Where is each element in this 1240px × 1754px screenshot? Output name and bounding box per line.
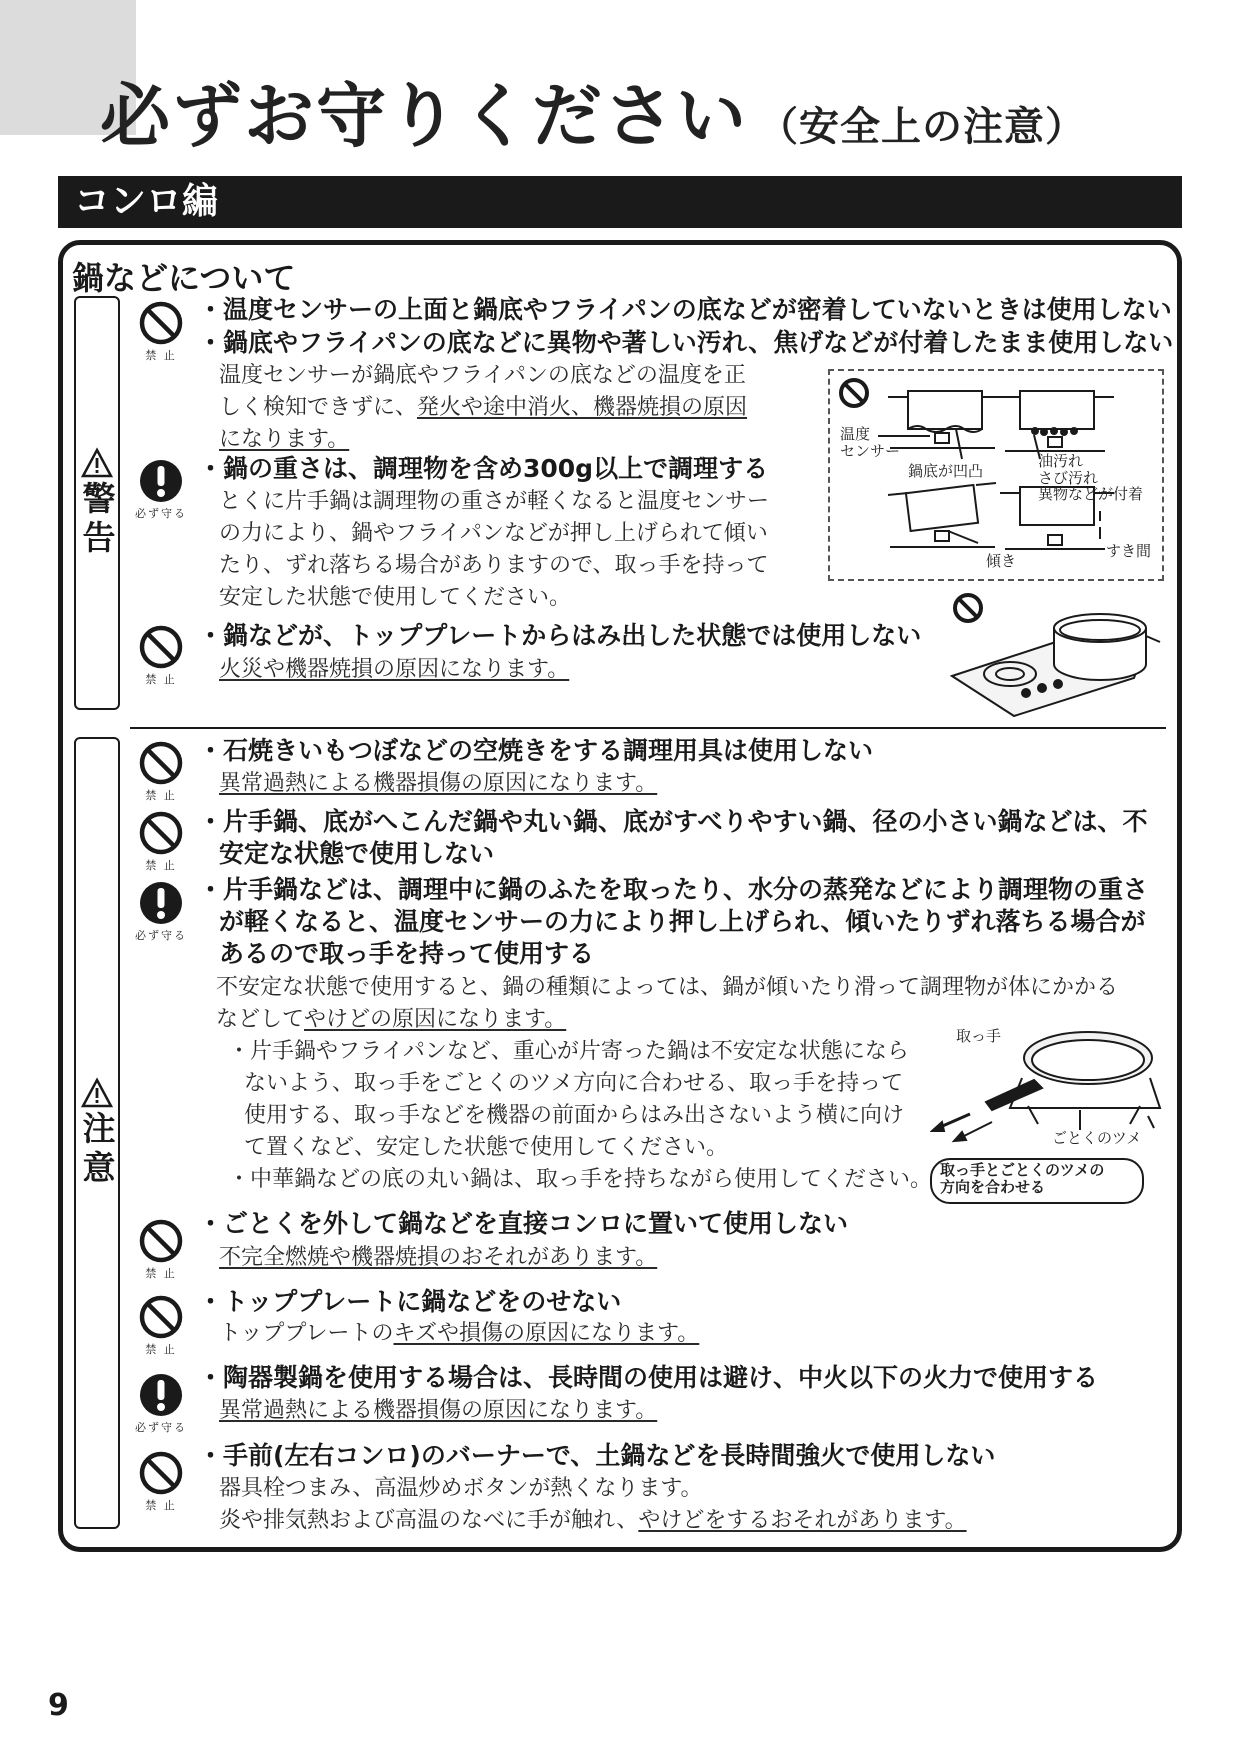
warning-triangle-icon: [81, 447, 113, 479]
caution-tag: [74, 737, 120, 1529]
caution-item-7-title: ・手前(左右コンロ)のバーナーで、土鍋などを長時間強火で使用しない: [198, 1441, 996, 1470]
caution-item-5-title: ・トッププレートに鍋などをのせない: [198, 1287, 622, 1316]
caution-item-3-body: などしてやけどの原因になります。: [216, 1007, 567, 1032]
caution-item-3-title: あるので取っ手を持って使用する: [219, 939, 595, 968]
caution-item-2-title: ・片手鍋、底がへこんだ鍋や丸い鍋、底がすべりやすい鍋、径の小さい鍋などは、不: [198, 807, 1148, 836]
caution-item-3-sub: ないよう、取っ手をごとくのツメ方向に合わせる、取っ手を持って: [244, 1071, 904, 1096]
mandatory-icon: [138, 1372, 184, 1418]
caution-item-2-title: 安定な状態で使用しない: [219, 839, 495, 868]
prohibit-icon: [138, 1218, 184, 1264]
section-divider: [130, 727, 1166, 729]
caution-item-6-title: ・陶器製鍋を使用する場合は、長時間の使用は避け、中火以下の火力で使用する: [198, 1363, 1099, 1392]
prohibit-icon: [138, 624, 184, 670]
mandatory-symbol: 必ず守る: [132, 458, 190, 521]
mandatory-symbol: 必ず守る: [132, 880, 190, 943]
caution-item-3-sub: ・中華鍋などの底の丸い鍋は、取っ手を持ちながら使用してください。: [228, 1167, 933, 1192]
warning-item-3-body: たり、ずれ落ちる場合がありますので、取っ手を持って: [219, 553, 769, 578]
prohibit-icon: [138, 1294, 184, 1340]
warning-item-3-body: とくに片手鍋は調理物の重さが軽くなると温度センサー: [219, 489, 770, 514]
section-band: コンロ編: [58, 176, 1182, 228]
caution-item-1-body: 異常過熱による機器損傷の原因になります。: [219, 771, 658, 796]
page-title: 必ずお守りください （安全上の注意）: [100, 75, 1086, 157]
warning-item-2-body: になります。: [219, 427, 350, 452]
warning-item-2-title: ・鍋底やフライパンの底などに異物や著しい汚れ、焦げなどが付着したまま使用しない: [198, 328, 1174, 357]
warning-item-4-body: 火災や機器焼損の原因になります。: [219, 657, 570, 682]
caution-item-1-title: ・石焼きいもつぼなどの空焼きをする調理用具は使用しない: [198, 736, 874, 765]
prohibit-symbol: 禁 止: [132, 300, 190, 363]
prohibit-icon: [138, 1450, 184, 1496]
prohibit-symbol: 禁 止: [132, 740, 190, 803]
mandatory-symbol: 必ず守る: [132, 1372, 190, 1435]
warning-item-2-body: しく検知できずに、発火や途中消火、機器焼損の原因: [219, 395, 748, 420]
handle-alignment-figure: [930, 1010, 1170, 1206]
mandatory-icon: [138, 458, 184, 504]
sensor-contact-figure: 温度 センサー 鍋底が凹凸 油汚れ さび汚れ 異物などが付着 傾き すき間: [828, 369, 1164, 581]
warning-item-3-body: の力により、鍋やフライパンなどが押し上げられて傾い: [219, 521, 768, 546]
prohibit-icon: [138, 740, 184, 786]
caution-item-5-body: トッププレートのキズや損傷の原因になります。: [219, 1321, 700, 1346]
mandatory-icon: [138, 880, 184, 926]
section-heading: 鍋などについて: [72, 259, 296, 297]
page-subtitle: （安全上の注意）: [758, 104, 1086, 150]
caution-item-4-title: ・ごとくを外して鍋などを直接コンロに置いて使用しない: [198, 1209, 849, 1238]
caution-item-3-sub: 使用する、取っ手などを機器の前面からはみ出さないよう横に向け: [244, 1103, 905, 1128]
prohibit-symbol: 禁 止: [132, 810, 190, 873]
warning-tag: [74, 296, 120, 710]
warning-item-1-title: ・温度センサーの上面と鍋底やフライパンの底などが密着していないときは使用しない: [198, 295, 1172, 324]
handle-note-box: 取っ手とごとくのツメの 方向を合わせる: [930, 1158, 1144, 1204]
warning-item-2-body: 温度センサーが鍋底やフライパンの底などの温度を正: [219, 363, 746, 388]
caution-item-3-title: ・片手鍋などは、調理中に鍋のふたを取ったり、水分の蒸発などにより調理物の重さ: [198, 875, 1149, 904]
page-number: 9: [48, 1688, 69, 1723]
overhang-illustration: [944, 588, 1164, 718]
handle-label: 取っ手: [956, 1027, 1002, 1045]
warning-item-4-title: ・鍋などが、トッププレートからはみ出した状態では使用しない: [198, 621, 922, 650]
caution-item-3-title: が軽くなると、温度センサーの力により押し上げられ、傾いたりずれ落ちる場合が: [219, 907, 1146, 936]
prohibit-symbol: 禁 止: [132, 624, 190, 687]
caution-item-6-body: 異常過熱による機器損傷の原因になります。: [219, 1398, 658, 1423]
warning-item-3-title: ・鍋の重さは、調理物を含め300g以上で調理する: [198, 454, 769, 483]
caution-item-7-body: 器具栓つまみ、高温炒めボタンが熱くなります。: [219, 1476, 703, 1501]
prohibit-symbol: 禁 止: [132, 1450, 190, 1513]
caution-item-3-sub: ・片手鍋やフライパンなど、重心が片寄った鍋は不安定な状態になら: [228, 1039, 909, 1064]
claw-label: ごとくのツメ: [1052, 1129, 1142, 1147]
caution-label: 注意: [77, 1111, 117, 1189]
prohibit-symbol: 禁 止: [132, 1294, 190, 1357]
prohibit-symbol: 禁 止: [132, 1218, 190, 1281]
caution-item-3-sub: て置くなど、安定した状態で使用してください。: [244, 1135, 729, 1160]
caution-item-3-body: 不安定な状態で使用すると、鍋の種類によっては、鍋が傾いたり滑って調理物が体にかかる: [216, 975, 1119, 1000]
warning-item-3-body: 安定した状態で使用してください。: [219, 585, 572, 610]
caution-item-7-body: 炎や排気熱および高温のなべに手が触れ、やけどをするおそれがあります。: [219, 1508, 967, 1533]
prohibit-icon: [138, 300, 184, 346]
warning-label: 警告: [77, 481, 117, 559]
caution-triangle-icon: [81, 1077, 113, 1109]
prohibit-icon: [138, 810, 184, 856]
caution-item-4-body: 不完全燃焼や機器焼損のおそれがあります。: [219, 1245, 658, 1270]
